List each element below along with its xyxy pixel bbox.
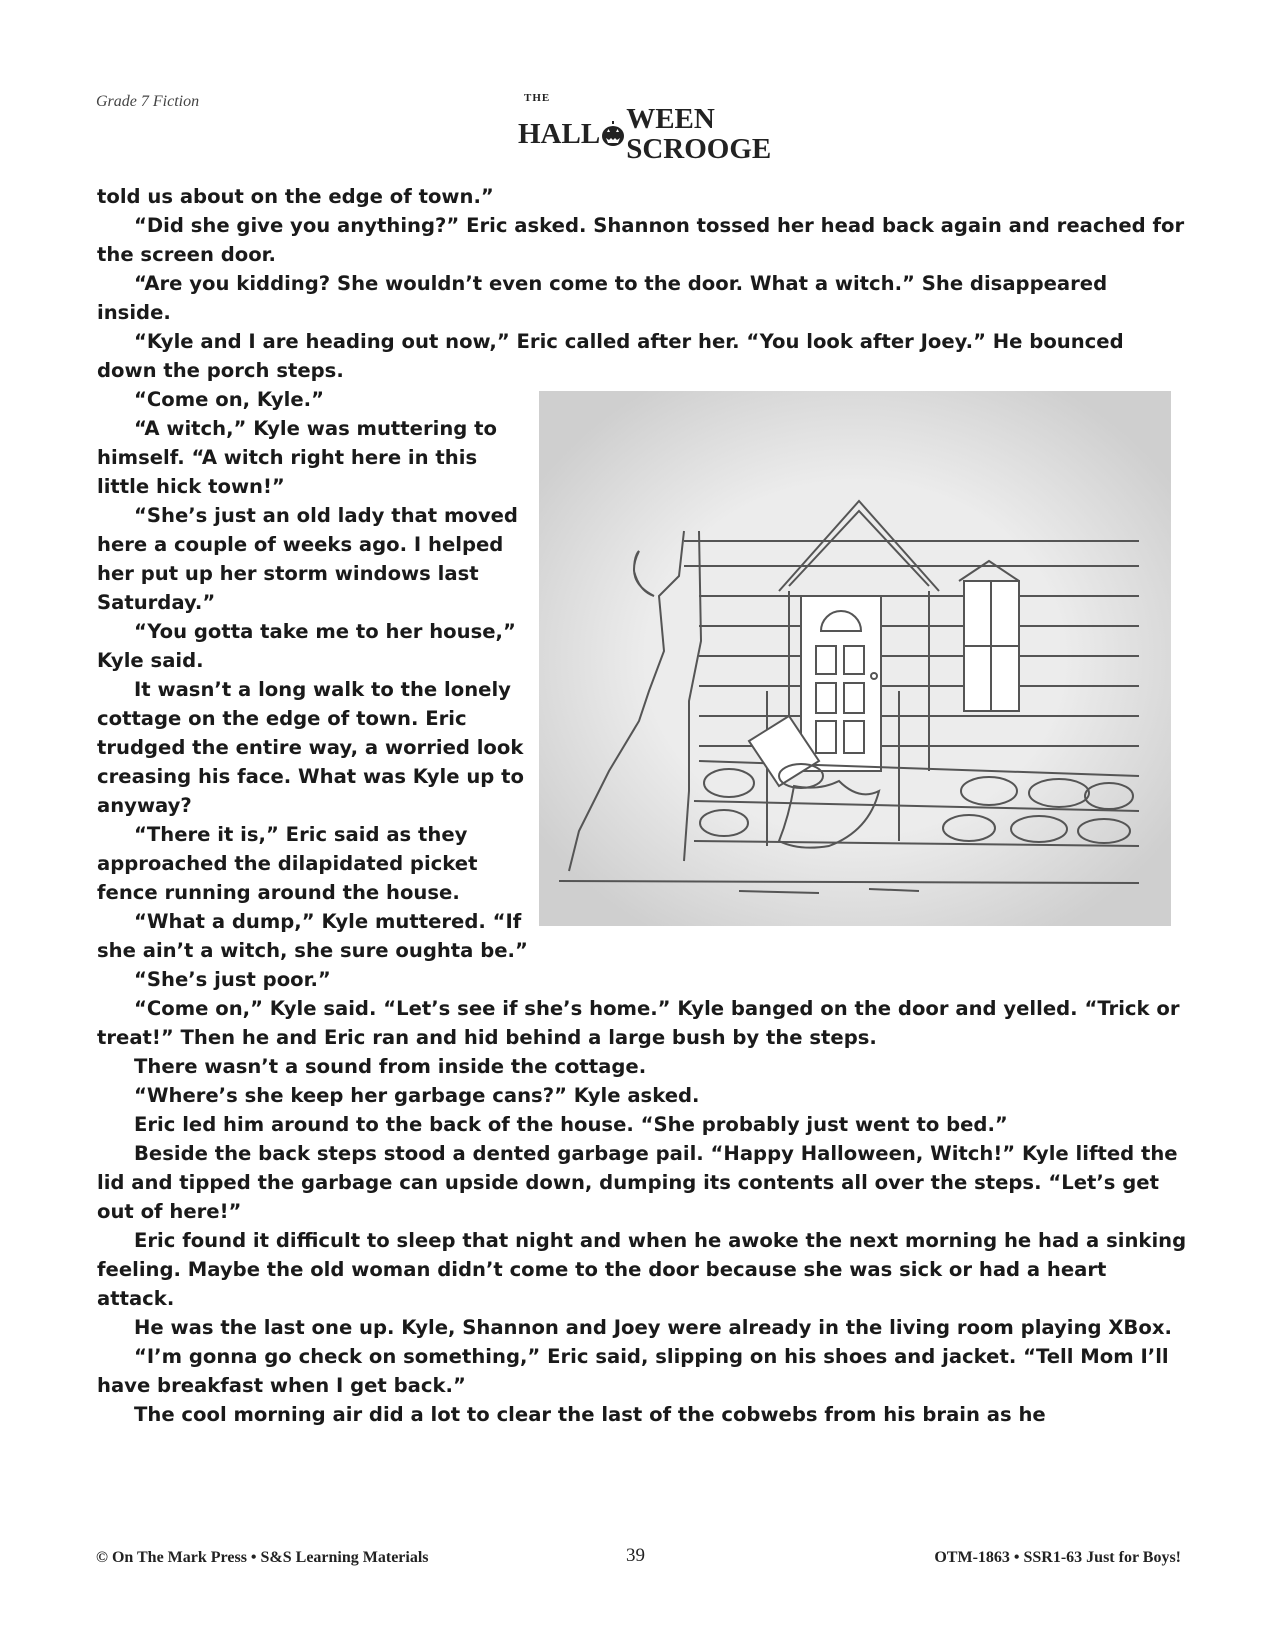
paragraph: “Did she give you anything?” Eric asked. Shannon tossed her head back again and reached for the screen door.	[97, 214, 1185, 266]
paragraph: Eric led him around to the back of the house. “She probably just went to bed.”	[134, 1113, 1008, 1136]
paragraph: The cool morning air did a lot to clear the last of the cobwebs from his brain as he	[134, 1403, 1046, 1426]
paragraph: “She’s just poor.”	[134, 968, 331, 991]
page-footer	[96, 1547, 1181, 1571]
title-main	[518, 104, 788, 164]
title-small-word: THE	[524, 92, 551, 104]
paragraph: “Come on, Kyle.”	[134, 388, 324, 411]
paragraph: “Kyle and I are heading out now,” Eric called after her. “You look after Joey.” He bounced down the porch steps.	[97, 330, 1124, 382]
paragraph: “A witch,” Kyle was muttering to himself. “A witch right here in this little hick town!”	[97, 417, 497, 498]
paragraph: told us about on the edge of town.”	[97, 185, 494, 208]
paragraph: It wasn’t a long walk to the lonely cottage on the edge of town. Eric trudged the entire way, a worried look creasing his face. What was Kyle up to anyway?	[97, 678, 524, 817]
paragraph: “There it is,” Eric said as they approached the dilapidated picket fence running around the house.	[97, 823, 478, 904]
footer-catalog-code: OTM-1863 • SSR1-63 Just for Boys!	[934, 1549, 1181, 1566]
paragraph: “She’s just an old lady that moved here a couple of weeks ago. I helped her put up her storm windows last Saturday.”	[97, 504, 518, 614]
paragraph: “You gotta take me to her house,” Kyle said.	[97, 620, 516, 672]
footer-copyright: © On The Mark Press • S&S Learning Materials	[96, 1549, 429, 1566]
paragraph: Eric found it difficult to sleep that night and when he awoke the next morning he had a sinking feeling. Maybe the old woman didn’t come to the door because she was sick or had a heart attack.	[97, 1229, 1187, 1310]
paragraph: There wasn’t a sound from inside the cottage.	[134, 1055, 647, 1078]
page-number: 39	[626, 1545, 645, 1566]
title-part-1: HALL	[518, 118, 601, 150]
paragraph: “What a dump,” Kyle muttered. “If she ain’t a witch, she sure oughta be.”	[97, 910, 528, 962]
paragraph: “Come on,” Kyle said. “Let’s see if she’s home.” Kyle banged on the door and yelled. “Trick or treat!” Then he and Eric ran and hid behind a large bush by the steps.	[97, 997, 1180, 1049]
jack-o-lantern-icon	[601, 121, 625, 147]
grade-label: Grade 7 Fiction	[96, 93, 200, 110]
cottage-illustration	[539, 391, 1171, 926]
cottage-night-icon	[539, 391, 1171, 926]
story-text	[97, 182, 1187, 1429]
paragraph: “I’m gonna go check on something,” Eric said, slipping on his shoes and jacket. “Tell Mom I’ll have breakfast when I get back.”	[97, 1345, 1169, 1397]
paragraph: He was the last one up. Kyle, Shannon and Joey were already in the living room playing XBox.	[134, 1316, 1172, 1339]
paragraph: “Where’s she keep her garbage cans?” Kyle asked.	[134, 1084, 700, 1107]
paragraph: “Are you kidding? She wouldn’t even come to the door. What a witch.” She disappeared inside.	[97, 272, 1108, 324]
paragraph: Beside the back steps stood a dented garbage pail. “Happy Halloween, Witch!” Kyle lifted the lid and tipped the garbage can upside down, dumping its contents all over the steps. “Let’s get out of here!”	[97, 1142, 1178, 1223]
story-title	[518, 92, 788, 164]
title-part-2: WEEN SCROOGE	[626, 103, 772, 165]
